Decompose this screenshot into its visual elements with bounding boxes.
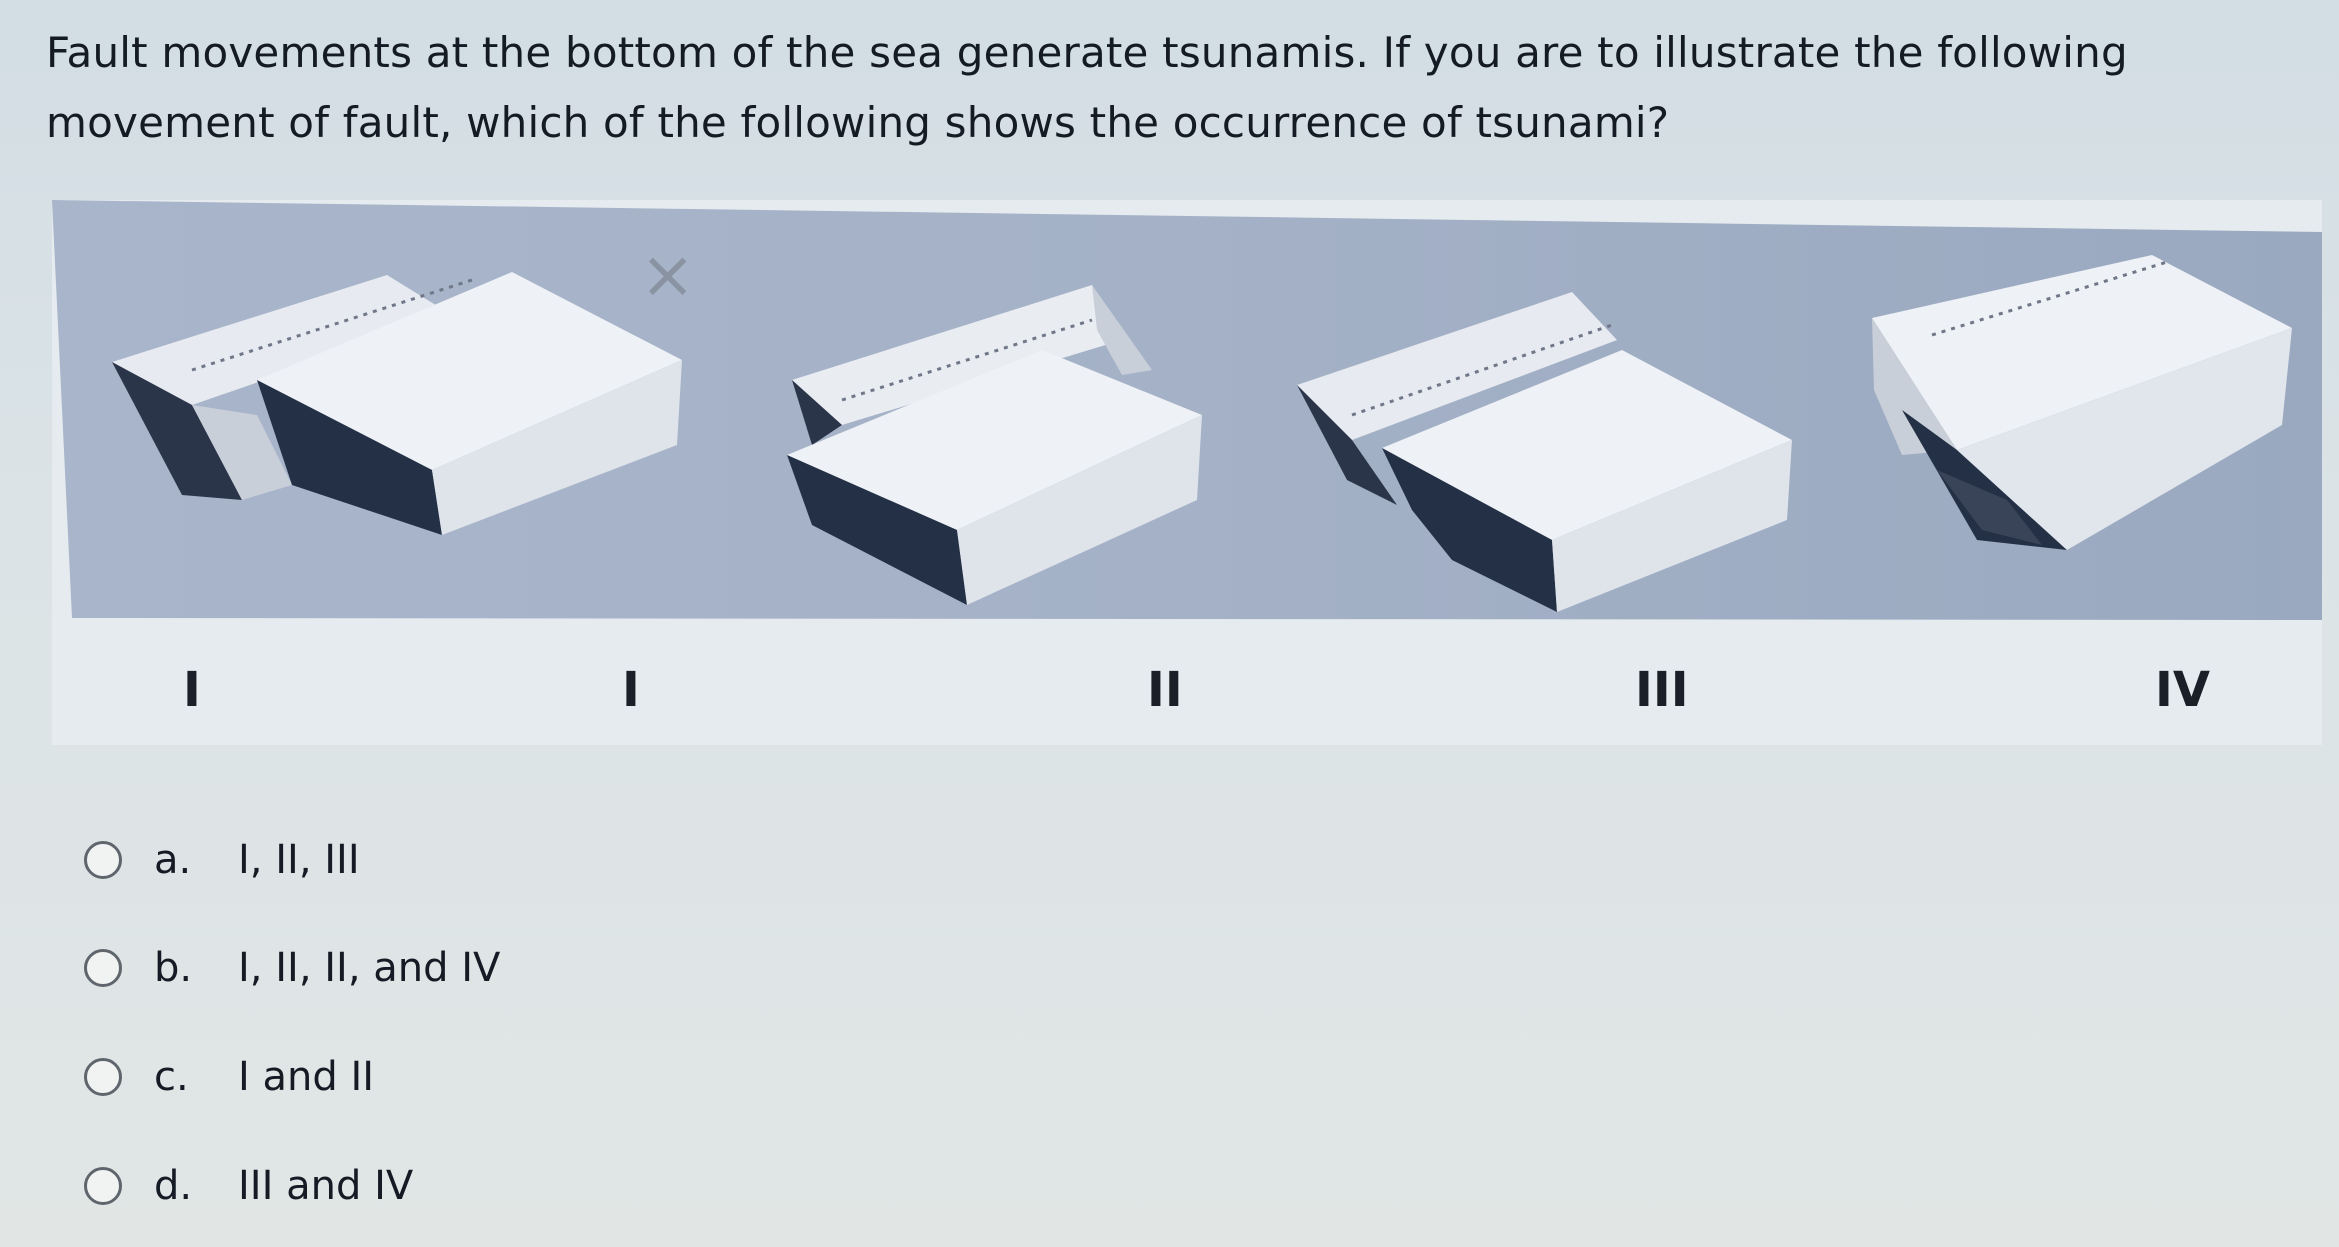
- fault-blocks-illustration: [52, 200, 2322, 745]
- figure-numeral-2: II: [1147, 662, 1183, 718]
- figure-numeral-1-duplicate: I: [622, 662, 640, 718]
- option-b[interactable]: [84, 928, 784, 1008]
- close-icon[interactable]: ×: [640, 236, 696, 313]
- figure-numeral-3: III: [1635, 662, 1689, 718]
- option-text: I, II, II, and IV: [238, 945, 501, 991]
- figure-numeral-4: IV: [2155, 662, 2211, 718]
- option-d[interactable]: [84, 1146, 784, 1226]
- fault-diagram-panel: [52, 200, 2322, 745]
- radio-button[interactable]: [84, 1167, 122, 1205]
- option-letter: d.: [154, 1163, 193, 1209]
- question-text: Fault movements at the bottom of the sea generate tsunamis. If you are to illustrate the following movement of fault, which of the following shows the occurrence of tsunami?: [46, 28, 2128, 147]
- option-letter: c.: [154, 1054, 189, 1100]
- radio-button[interactable]: [84, 949, 122, 987]
- option-text: I and II: [238, 1054, 375, 1100]
- figure-numeral-1: I: [183, 662, 201, 718]
- option-letter: a.: [154, 837, 192, 883]
- option-letter: b.: [154, 945, 193, 991]
- radio-button[interactable]: [84, 841, 122, 879]
- option-text: I, II, III: [238, 837, 360, 883]
- radio-button[interactable]: [84, 1058, 122, 1096]
- option-c[interactable]: [84, 1037, 784, 1117]
- option-a[interactable]: [84, 820, 784, 900]
- option-text: III and IV: [238, 1163, 414, 1209]
